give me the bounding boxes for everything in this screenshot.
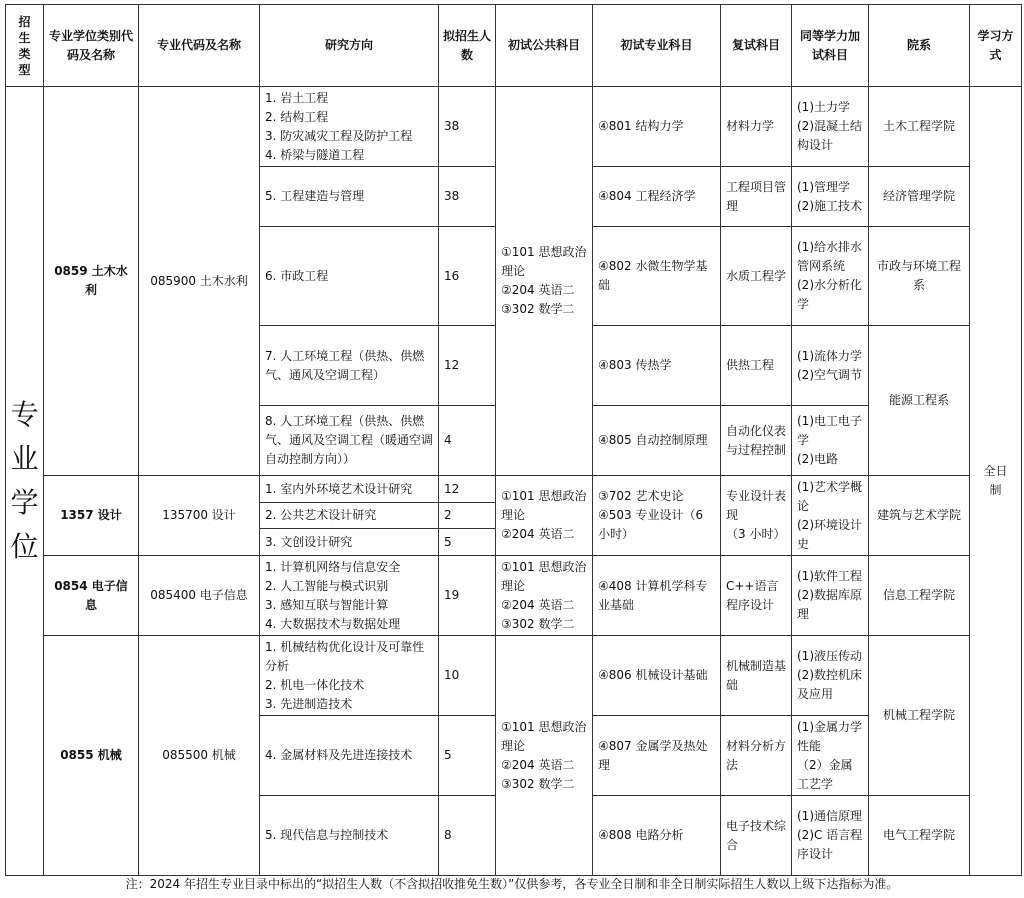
category-cell: 1357 设计 xyxy=(44,476,139,556)
major-exam-cell: ④408 计算机学科专业基础 xyxy=(593,556,721,636)
admissions-table xyxy=(5,4,1022,876)
direction-cell: 1. 机械结构优化设计及可靠性分析 2. 机电一体化技术 3. 先进制造技术 xyxy=(260,636,439,716)
direction-cell: 1. 室内外环境艺术设计研究 xyxy=(260,476,439,503)
public-exam-cell: ①101 思想政治理论 ②204 英语二 ③302 数学二 xyxy=(496,636,593,876)
direction-cell: 2. 公共艺术设计研究 xyxy=(260,503,439,529)
extra-exam-cell: (1)金属力学性能 （2）金属工艺学 xyxy=(792,716,869,796)
retest-cell: 工程项目管理 xyxy=(721,167,792,227)
direction-cell: 4. 金属材料及先进连接技术 xyxy=(260,716,439,796)
major-exam-cell: ④801 结构力学 xyxy=(593,87,721,167)
header-type: 招 生 类 型 xyxy=(6,5,44,87)
school-cell: 建筑与艺术学院 xyxy=(869,476,970,556)
school-cell: 信息工程学院 xyxy=(869,556,970,636)
retest-cell: 材料力学 xyxy=(721,87,792,167)
header-direction: 研究方向 xyxy=(260,5,439,87)
major-exam-cell: ④802 水微生物学基础 xyxy=(593,227,721,326)
major-exam-cell: ④807 金属学及热处理 xyxy=(593,716,721,796)
quota-cell: 38 xyxy=(439,167,496,227)
quota-cell: 16 xyxy=(439,227,496,326)
quota-cell: 10 xyxy=(439,636,496,716)
extra-exam-cell: (1)土力学 (2)混凝土结构设计 xyxy=(792,87,869,167)
major-cell: 085400 电子信息 xyxy=(139,556,260,636)
extra-exam-cell: (1)管理学 (2)施工技术 xyxy=(792,167,869,227)
school-cell: 电气工程学院 xyxy=(869,796,970,876)
footnote: 注：2024 年招生专业目录中标出的“拟招生人数（不含拟招收推免生数）”仅供参考，各专业全日制和非全日制实际招生人数以上级下达指标为准。 xyxy=(125,877,899,891)
retest-cell: 材料分析方法 xyxy=(721,716,792,796)
direction-cell: 7. 人工环境工程（供热、供燃气、通风及空调工程） xyxy=(260,326,439,406)
quota-cell: 12 xyxy=(439,476,496,503)
table-row xyxy=(6,636,1022,716)
category-cell: 0855 机械 xyxy=(44,636,139,876)
school-cell: 市政与环境工程系 xyxy=(869,227,970,326)
major-cell: 085500 机械 xyxy=(139,636,260,876)
table-row xyxy=(6,556,1022,636)
retest-cell: 自动化仪表与过程控制 xyxy=(721,406,792,476)
retest-cell: 机械制造基础 xyxy=(721,636,792,716)
quota-cell: 8 xyxy=(439,796,496,876)
quota-cell: 38 xyxy=(439,87,496,167)
retest-cell: C++语言程序设计 xyxy=(721,556,792,636)
major-exam-cell: ④804 工程经济学 xyxy=(593,167,721,227)
quota-cell: 5 xyxy=(439,529,496,556)
extra-exam-cell: (1)电工电子学 (2)电路 xyxy=(792,406,869,476)
header-category: 专业学位类别代码及名称 xyxy=(44,5,139,87)
public-exam-cell: ①101 思想政治理论 ②204 英语二 ③302 数学二 xyxy=(496,87,593,476)
public-exam-cell: ①101 思想政治理论 ②204 英语二 xyxy=(496,476,593,556)
extra-exam-cell: (1)艺术学概论 (2)环境设计史 xyxy=(792,476,869,556)
major-exam-cell: ④806 机械设计基础 xyxy=(593,636,721,716)
major-cell: 135700 设计 xyxy=(139,476,260,556)
school-cell: 机械工程学院 xyxy=(869,636,970,796)
direction-cell: 8. 人工环境工程（供热、供燃气、通风及空调工程（暖通空调自动控制方向）） xyxy=(260,406,439,476)
school-cell: 经济管理学院 xyxy=(869,167,970,227)
quota-cell: 5 xyxy=(439,716,496,796)
table-row xyxy=(6,476,1022,503)
direction-cell: 1. 计算机网络与信息安全 2. 人工智能与模式识别 3. 感知互联与智能计算 4. 大数据技术与数据处理 xyxy=(260,556,439,636)
header-school: 院系 xyxy=(869,5,970,87)
extra-exam-cell: (1)通信原理 (2)C 语言程序设计 xyxy=(792,796,869,876)
extra-exam-cell: (1)软件工程 (2)数据库原理 xyxy=(792,556,869,636)
direction-cell: 1. 岩土工程 2. 结构工程 3. 防灾减灾工程及防护工程 4. 桥梁与隧道工程 xyxy=(260,87,439,167)
retest-cell: 水质工程学 xyxy=(721,227,792,326)
header-major-exam: 初试专业科目 xyxy=(593,5,721,87)
public-exam-cell: ①101 思想政治理论 ②204 英语二 ③302 数学二 xyxy=(496,556,593,636)
retest-cell: 电子技术综合 xyxy=(721,796,792,876)
header-row xyxy=(6,5,1022,87)
extra-exam-cell: (1)液压传动 (2)数控机床及应用 xyxy=(792,636,869,716)
retest-cell: 供热工程 xyxy=(721,326,792,406)
direction-cell: 5. 现代信息与控制技术 xyxy=(260,796,439,876)
category-cell: 0854 电子信息 xyxy=(44,556,139,636)
major-exam-cell: ③702 艺术史论 ④503 专业设计（6小时） xyxy=(593,476,721,556)
major-cell: 085900 土木水利 xyxy=(139,87,260,476)
extra-exam-cell: (1)给水排水管网系统 (2)水分析化学 xyxy=(792,227,869,326)
header-quota: 拟招生人数 xyxy=(439,5,496,87)
major-exam-cell: ④803 传热学 xyxy=(593,326,721,406)
study-mode: 全日 制 xyxy=(970,87,1022,876)
major-exam-cell: ④808 电路分析 xyxy=(593,796,721,876)
header-extra: 同等学力加试科目 xyxy=(792,5,869,87)
quota-cell: 12 xyxy=(439,326,496,406)
quota-cell: 2 xyxy=(439,503,496,529)
direction-cell: 3. 文创设计研究 xyxy=(260,529,439,556)
header-mode: 学习方式 xyxy=(970,5,1022,87)
quota-cell: 19 xyxy=(439,556,496,636)
table-row xyxy=(6,87,1022,167)
header-public-exam: 初试公共科目 xyxy=(496,5,593,87)
quota-cell: 4 xyxy=(439,406,496,476)
retest-cell: 专业设计表现 （3 小时） xyxy=(721,476,792,556)
direction-cell: 5. 工程建造与管理 xyxy=(260,167,439,227)
extra-exam-cell: (1)流体力学 (2)空气调节 xyxy=(792,326,869,406)
major-exam-cell: ④805 自动控制原理 xyxy=(593,406,721,476)
header-retest: 复试科目 xyxy=(721,5,792,87)
category-cell: 0859 土木水利 xyxy=(44,87,139,476)
direction-cell: 6. 市政工程 xyxy=(260,227,439,326)
school-cell: 能源工程系 xyxy=(869,326,970,476)
enrollment-type: 专 业 学 位 xyxy=(6,87,44,876)
school-cell: 土木工程学院 xyxy=(869,87,970,167)
header-major: 专业代码及名称 xyxy=(139,5,260,87)
